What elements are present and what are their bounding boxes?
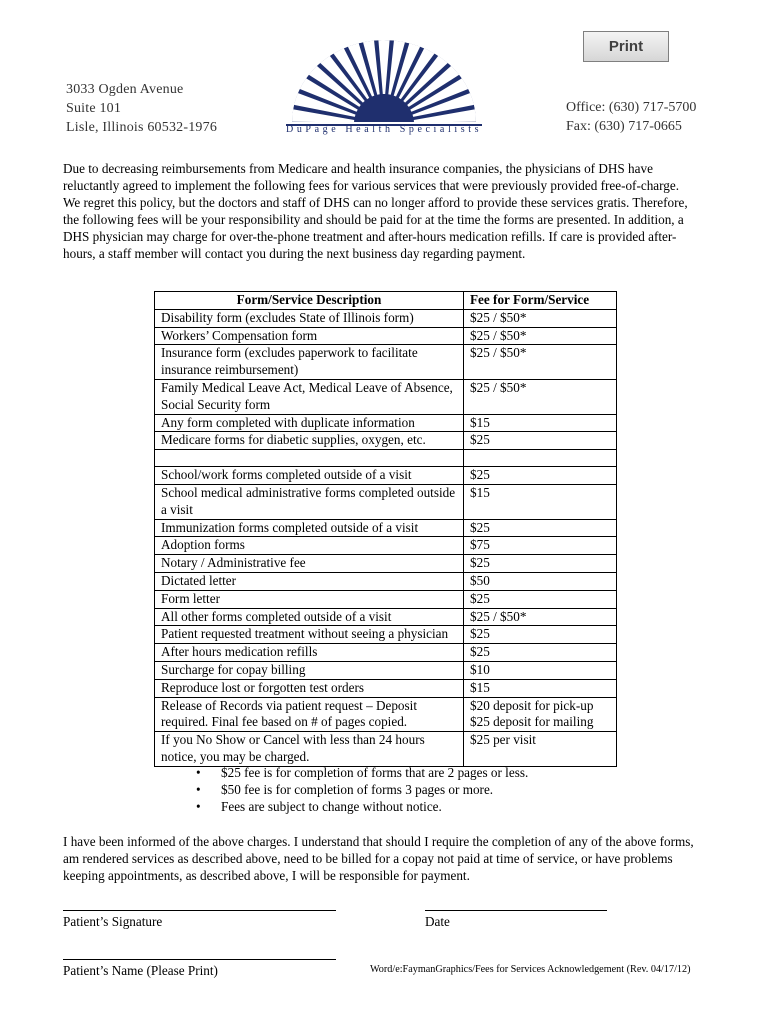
- fee-amount: $15: [464, 414, 617, 432]
- fee-amount-line: $25 deposit for mailing: [470, 714, 594, 730]
- fee-description: Insurance form (excludes paperwork to facilitate insurance reimbursement): [155, 345, 464, 380]
- date-label: Date: [425, 914, 450, 929]
- table-row: [155, 484, 617, 519]
- bullet-icon: •: [196, 765, 201, 780]
- note-item: • $50 fee is for completion of forms 3 pages or more.: [196, 782, 494, 797]
- table-row: [155, 661, 617, 679]
- fee-description: Adoption forms: [155, 537, 464, 555]
- office-phone: Office: (630) 717-5700: [566, 100, 697, 115]
- fee-description: Release of Records via patient request – Deposit required. Final fee based on # of pages copied.: [155, 697, 464, 732]
- table-row: [155, 467, 617, 485]
- fee-notes: [196, 764, 528, 815]
- address-line-3: Lisle, Illinois 60532-1976: [66, 120, 218, 135]
- table-row: [155, 732, 617, 767]
- fee-amount: $25 / $50*: [464, 327, 617, 345]
- fee-amount: $25 / $50*: [464, 379, 617, 414]
- fax-number: Fax: (630) 717-0665: [566, 119, 682, 134]
- table-row: [155, 327, 617, 345]
- note-item: • $25 fee is for completion of forms that are 2 pages or less.: [196, 765, 529, 780]
- fee-amount: $25 / $50*: [464, 608, 617, 626]
- note-item: • Fees are subject to change without notice.: [196, 799, 442, 814]
- header-fee: Fee for Form/Service: [464, 292, 617, 310]
- table-row: [155, 697, 617, 732]
- table-row: [155, 626, 617, 644]
- fee-amount: $15: [464, 484, 617, 519]
- fee-amount: [464, 697, 617, 732]
- table-separator-row: [155, 450, 617, 467]
- fee-amount: $25: [464, 519, 617, 537]
- table-row: [155, 644, 617, 662]
- fee-amount: $25: [464, 432, 617, 450]
- fee-description: Disability form (excludes State of Illinois form): [155, 309, 464, 327]
- signature-line[interactable]: [63, 910, 336, 911]
- bullet-icon: •: [196, 799, 201, 814]
- fee-description: Any form completed with duplicate information: [155, 414, 464, 432]
- acknowledgement-paragraph: I have been informed of the above charges. I understand that should I require the completion of any of the above forms, am rendered services as described above, need to be billed for a copay not paid at time of service, or have problems keeping appointments, as described above, I will be responsible for payment.: [63, 834, 694, 883]
- fee-amount: $75: [464, 537, 617, 555]
- empty-cell: [155, 450, 464, 467]
- table-row: [155, 414, 617, 432]
- fee-description: School/work forms completed outside of a visit: [155, 467, 464, 485]
- fee-description: Immunization forms completed outside of a visit: [155, 519, 464, 537]
- table-row: [155, 309, 617, 327]
- print-button[interactable]: Print: [583, 31, 669, 62]
- clinic-address: [66, 80, 217, 137]
- table-row: [155, 679, 617, 697]
- table-row: [155, 590, 617, 608]
- table-row: [155, 345, 617, 380]
- fee-amount: $25: [464, 555, 617, 573]
- signature-label: Patient’s Signature: [63, 914, 163, 929]
- table-row: [155, 432, 617, 450]
- fee-description: Workers’ Compensation form: [155, 327, 464, 345]
- fee-description: Reproduce lost or forgotten test orders: [155, 679, 464, 697]
- fee-amount: $25 per visit: [464, 732, 617, 767]
- fee-description: If you No Show or Cancel with less than 24 hours notice, you may be charged.: [155, 732, 464, 767]
- fee-description: Dictated letter: [155, 572, 464, 590]
- fee-amount: $25: [464, 644, 617, 662]
- logo-wordmark: DuPage Health Specialists: [286, 124, 483, 135]
- fee-description: All other forms completed outside of a visit: [155, 608, 464, 626]
- table-row: [155, 608, 617, 626]
- table-row: [155, 555, 617, 573]
- address-line-1: 3033 Ogden Avenue: [66, 82, 184, 97]
- name-line[interactable]: [63, 959, 336, 960]
- table-row: [155, 379, 617, 414]
- fee-amount: $25: [464, 626, 617, 644]
- document-reference: Word/e:FaymanGraphics/Fees for Services Acknowledgement (Rev. 04/17/12): [370, 964, 691, 975]
- fee-amount: $50: [464, 572, 617, 590]
- fee-amount: $10: [464, 661, 617, 679]
- name-label: Patient’s Name (Please Print): [63, 963, 218, 978]
- fee-description: Patient requested treatment without seeing a physician: [155, 626, 464, 644]
- fee-amount: $25 / $50*: [464, 309, 617, 327]
- contact-info: [566, 98, 696, 136]
- fee-table: [154, 291, 617, 767]
- intro-paragraph: Due to decreasing reimbursements from Medicare and health insurance companies, the physicians of DHS have reluctantly agreed to implement the following fees for various services that were previously provided free-of-charge. We regret this policy, but the doctors and staff of DHS can no longer afford to provide these services gratis. Therefore, the following fees will be your responsibility and should be paid for at the time the forms are presented. In addition, a DHS physician may charge for over-the-phone treatment and after-hours medication refills. If care is provided after-hours, a staff member will contact you during the next business day regarding payment.: [63, 161, 688, 261]
- date-line[interactable]: [425, 910, 607, 911]
- fee-description: Form letter: [155, 590, 464, 608]
- fee-description: After hours medication refills: [155, 644, 464, 662]
- fee-group-1: [155, 309, 617, 466]
- fee-amount-line: $20 deposit for pick-up: [470, 697, 594, 713]
- fee-amount: $25: [464, 590, 617, 608]
- fee-table-header: [155, 292, 617, 310]
- fee-amount: $25 / $50*: [464, 345, 617, 380]
- header-description: Form/Service Description: [155, 292, 464, 310]
- bullet-icon: •: [196, 782, 201, 797]
- fee-amount: $15: [464, 679, 617, 697]
- table-row: [155, 519, 617, 537]
- fee-description: School medical administrative forms completed outside a visit: [155, 484, 464, 519]
- fee-description: Medicare forms for diabetic supplies, oxygen, etc.: [155, 432, 464, 450]
- fee-description: Notary / Administrative fee: [155, 555, 464, 573]
- fee-amount: $25: [464, 467, 617, 485]
- table-row: [155, 572, 617, 590]
- fee-description: Surcharge for copay billing: [155, 661, 464, 679]
- empty-cell: [464, 450, 617, 467]
- fee-description: Family Medical Leave Act, Medical Leave of Absence, Social Security form: [155, 379, 464, 414]
- address-line-2: Suite 101: [66, 101, 122, 116]
- table-row: [155, 537, 617, 555]
- fee-group-2: [155, 467, 617, 767]
